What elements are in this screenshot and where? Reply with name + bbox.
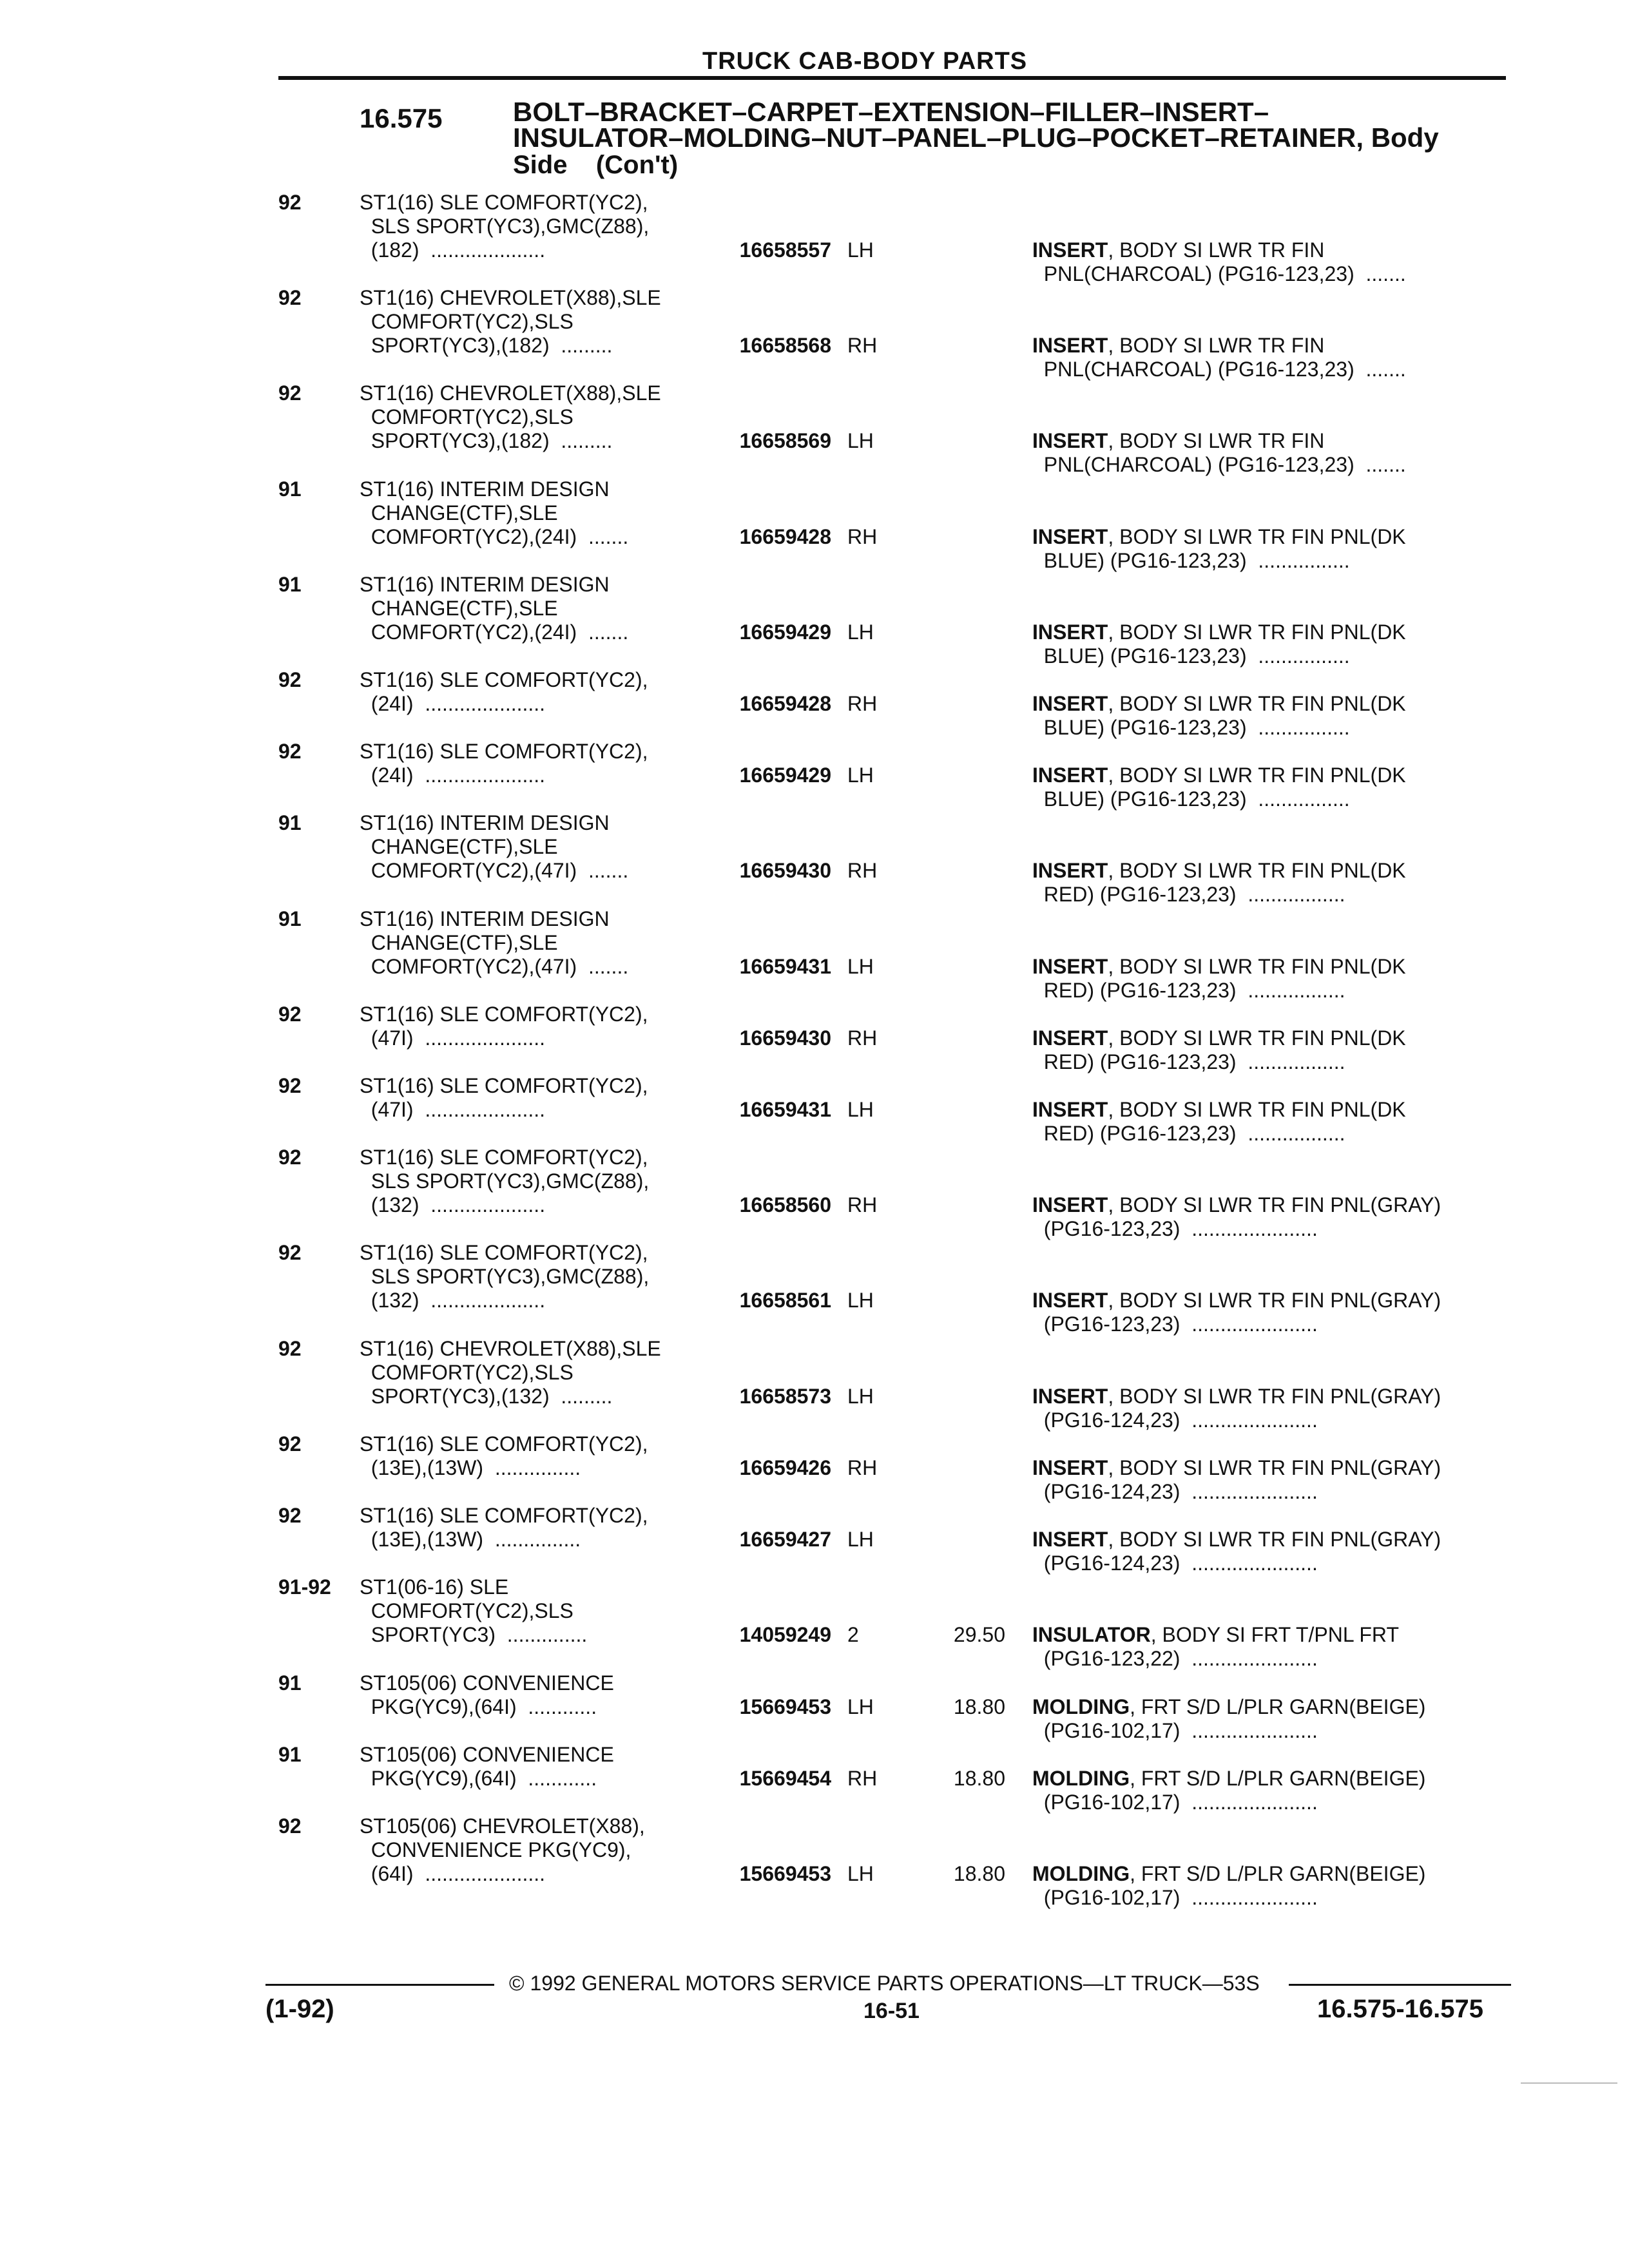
part-name-keyword: INSERT (1032, 1289, 1108, 1312)
part-number: 16658573 (739, 1385, 831, 1408)
part-number: 16659427 (739, 1528, 831, 1551)
part-name (1032, 955, 1406, 1003)
application-description: ST1(16) SLE COMFORT(YC2), (24I) ..................... (360, 668, 648, 715)
part-name-detail: , BODY SI LWR TR FIN PNL(CHARCOAL) (PG16-123,23) ....... (1043, 429, 1406, 476)
quantity-or-side: RH (847, 1193, 878, 1216)
footer-copyright: © 1992 GENERAL MOTORS SERVICE PARTS OPERATIONS—LT TRUCK—53S (509, 1972, 1260, 1995)
page-header-title: TRUCK CAB-BODY PARTS (702, 48, 1028, 75)
price: 29.50 (953, 1623, 1005, 1646)
quantity-or-side: RH (847, 1456, 878, 1479)
model-year: 92 (278, 191, 302, 214)
part-name-detail: , BODY SI LWR TR FIN PNL(DK BLUE) (PG16-123,23) ................ (1043, 764, 1406, 811)
quantity-or-side: LH (847, 1098, 874, 1121)
part-name (1032, 1456, 1441, 1504)
quantity-or-side: LH (847, 1289, 874, 1312)
part-number: 16658557 (739, 238, 831, 262)
quantity-or-side: LH (847, 429, 874, 452)
part-name-detail: , FRT S/D L/PLR GARN(BEIGE) (PG16-102,17) ...................... (1043, 1767, 1426, 1814)
part-name-detail: , BODY SI LWR TR FIN PNL(CHARCOAL) (PG16-123,23) ....... (1043, 238, 1406, 285)
model-year: 92 (278, 1241, 302, 1264)
quantity-or-side: RH (847, 525, 878, 548)
model-year: 92 (278, 1003, 302, 1026)
part-number: 16658568 (739, 334, 831, 357)
part-name (1032, 238, 1406, 286)
part-name-detail: , BODY SI LWR TR FIN PNL(DK RED) (PG16-123,23) ................. (1043, 1098, 1406, 1145)
quantity-or-side: RH (847, 692, 878, 715)
model-year: 91 (278, 1671, 302, 1695)
application-description: ST1(16) SLE COMFORT(YC2), SLS SPORT(YC3),GMC(Z88), (132) .................... (360, 1241, 650, 1312)
model-year: 92 (278, 1074, 302, 1097)
part-number: 16659428 (739, 525, 831, 548)
part-number: 16659426 (739, 1456, 831, 1479)
model-year: 91 (278, 477, 302, 501)
model-year: 91 (278, 1743, 302, 1766)
part-name-detail: , BODY SI LWR TR FIN PNL(DK RED) (PG16-123,23) ................. (1043, 1026, 1406, 1073)
part-name (1032, 1862, 1425, 1910)
part-number: 14059249 (739, 1623, 831, 1646)
application-description: ST1(06-16) SLE COMFORT(YC2),SLS SPORT(YC3) .............. (360, 1575, 588, 1646)
part-name (1032, 1193, 1441, 1241)
part-name-detail: , BODY SI LWR TR FIN PNL(DK BLUE) (PG16-123,23) ................ (1043, 525, 1406, 572)
quantity-or-side: RH (847, 1026, 878, 1050)
part-name-detail: , BODY SI LWR TR FIN PNL(DK BLUE) (PG16-123,23) ................ (1043, 620, 1406, 668)
application-description: ST1(16) INTERIM DESIGN CHANGE(CTF),SLE COMFORT(YC2),(47I) ....... (360, 811, 629, 882)
part-name (1032, 620, 1406, 668)
part-name-detail: , BODY SI LWR TR FIN PNL(DK RED) (PG16-123,23) ................. (1043, 859, 1406, 906)
application-description: ST1(16) SLE COMFORT(YC2), (13E),(13W) ............... (360, 1432, 648, 1479)
part-name (1032, 859, 1406, 907)
application-description: ST1(16) INTERIM DESIGN CHANGE(CTF),SLE COMFORT(YC2),(24I) ....... (360, 477, 629, 548)
section-number: 16.575 (360, 103, 443, 133)
model-year: 92 (278, 1337, 302, 1360)
part-name-keyword: INSERT (1032, 334, 1108, 357)
part-name-keyword: MOLDING (1032, 1695, 1130, 1718)
part-name-keyword: INSULATOR (1032, 1623, 1151, 1646)
application-description: ST1(16) CHEVROLET(X88),SLE COMFORT(YC2),SLS SPORT(YC3),(182) ......... (360, 286, 661, 357)
part-number: 15669454 (739, 1767, 831, 1790)
quantity-or-side: LH (847, 1528, 874, 1551)
part-name-detail: , BODY SI LWR TR FIN PNL(DK BLUE) (PG16-123,23) ................ (1043, 692, 1406, 739)
price: 18.80 (953, 1695, 1005, 1718)
part-name-keyword: INSERT (1032, 1026, 1108, 1050)
model-year: 91 (278, 811, 302, 834)
part-number: 16659431 (739, 955, 831, 978)
part-name-keyword: MOLDING (1032, 1767, 1130, 1790)
part-number: 16658561 (739, 1289, 831, 1312)
model-year: 91 (278, 573, 302, 596)
footer-rule-right (1289, 1984, 1511, 1986)
application-description: ST105(06) CHEVROLET(X88), CONVENIENCE PKG(YC9), (64I) ..................... (360, 1814, 645, 1885)
quantity-or-side: LH (847, 1862, 874, 1885)
application-description: ST1(16) CHEVROLET(X88),SLE COMFORT(YC2),SLS SPORT(YC3),(182) ......... (360, 381, 661, 452)
part-name (1032, 1098, 1406, 1146)
application-description: ST1(16) CHEVROLET(X88),SLE COMFORT(YC2),SLS SPORT(YC3),(132) ......... (360, 1337, 661, 1408)
model-year: 92 (278, 668, 302, 691)
quantity-or-side: LH (847, 620, 874, 644)
part-name (1032, 1767, 1425, 1814)
model-year: 92 (278, 740, 302, 763)
part-name-keyword: INSERT (1032, 764, 1108, 787)
price: 18.80 (953, 1862, 1005, 1885)
quantity-or-side: LH (847, 955, 874, 978)
application-description: ST1(16) INTERIM DESIGN CHANGE(CTF),SLE COMFORT(YC2),(47I) ....... (360, 907, 629, 978)
model-year: 92 (278, 1146, 302, 1169)
part-number: 16658560 (739, 1193, 831, 1216)
part-number: 16658569 (739, 429, 831, 452)
section-title: BOLT–BRACKET–CARPET–EXTENSION–FILLER–INSERT– INSULATOR–MOLDING–NUT–PANEL–PLUG–POCKET–RETAINER, Body (513, 97, 1439, 153)
application-description: ST105(06) CONVENIENCE PKG(YC9),(64I) ............ (360, 1671, 614, 1718)
section-continued: Side (Con't) (513, 151, 679, 179)
application-description: ST1(16) SLE COMFORT(YC2), (47I) ..................... (360, 1074, 648, 1121)
footer-rule-left (265, 1984, 494, 1986)
part-name-keyword: INSERT (1032, 1193, 1108, 1216)
part-name-keyword: INSERT (1032, 429, 1108, 452)
part-name (1032, 764, 1406, 811)
model-year: 91 (278, 907, 302, 930)
application-description: ST105(06) CONVENIENCE PKG(YC9),(64I) ............ (360, 1743, 614, 1790)
model-year: 92 (278, 286, 302, 309)
part-name-keyword: INSERT (1032, 1456, 1108, 1479)
application-description: ST1(16) SLE COMFORT(YC2), (24I) ..................... (360, 740, 648, 787)
part-name-detail: , BODY SI LWR TR FIN PNL(GRAY) (PG16-124,23) ...................... (1043, 1528, 1441, 1575)
part-name-detail: , BODY SI LWR TR FIN PNL(GRAY) (PG16-123,23) ...................... (1043, 1193, 1441, 1240)
footer-date: (1-92) (265, 1995, 334, 2023)
part-number: 16659431 (739, 1098, 831, 1121)
part-name-detail: , BODY SI LWR TR FIN PNL(DK RED) (PG16-123,23) ................. (1043, 955, 1406, 1002)
part-name-keyword: INSERT (1032, 1385, 1108, 1408)
part-name (1032, 334, 1406, 381)
part-name-detail: , BODY SI LWR TR FIN PNL(GRAY) (PG16-123,23) ...................... (1043, 1289, 1441, 1336)
application-description: ST1(16) INTERIM DESIGN CHANGE(CTF),SLE COMFORT(YC2),(24I) ....... (360, 573, 629, 644)
part-name (1032, 1026, 1406, 1074)
part-name (1032, 1695, 1425, 1743)
quantity-or-side: LH (847, 238, 874, 262)
model-year: 92 (278, 1814, 302, 1838)
part-name-keyword: INSERT (1032, 859, 1108, 882)
part-name-detail: , BODY SI FRT T/PNL FRT (PG16-123,22) ...................... (1043, 1623, 1399, 1670)
scan-edge-mark (1521, 2082, 1617, 2084)
application-description: ST1(16) SLE COMFORT(YC2), (13E),(13W) ............... (360, 1504, 648, 1551)
price: 18.80 (953, 1767, 1005, 1790)
part-name-keyword: INSERT (1032, 1528, 1108, 1551)
part-number: 16659429 (739, 620, 831, 644)
part-name-detail: , BODY SI LWR TR FIN PNL(GRAY) (PG16-124,23) ...................... (1043, 1385, 1441, 1432)
model-year: 92 (278, 1432, 302, 1456)
part-number: 16659430 (739, 1026, 831, 1050)
part-name (1032, 1528, 1441, 1575)
part-name-keyword: INSERT (1032, 620, 1108, 644)
part-name-keyword: MOLDING (1032, 1862, 1130, 1885)
part-name (1032, 525, 1406, 573)
part-number: 16659428 (739, 692, 831, 715)
footer-page-number: 16-51 (863, 1999, 920, 2023)
quantity-or-side: 2 (847, 1623, 859, 1646)
model-year: 91-92 (278, 1575, 331, 1599)
part-name-keyword: INSERT (1032, 955, 1108, 978)
part-name-keyword: INSERT (1032, 238, 1108, 262)
application-description: ST1(16) SLE COMFORT(YC2), (47I) ..................... (360, 1003, 648, 1050)
part-name (1032, 1289, 1441, 1336)
part-number: 16659429 (739, 764, 831, 787)
quantity-or-side: LH (847, 764, 874, 787)
part-name-keyword: INSERT (1032, 1098, 1108, 1121)
part-name-detail: , FRT S/D L/PLR GARN(BEIGE) (PG16-102,17) ...................... (1043, 1862, 1426, 1909)
application-description: ST1(16) SLE COMFORT(YC2), SLS SPORT(YC3),GMC(Z88), (132) .................... (360, 1146, 650, 1216)
part-name-detail: , BODY SI LWR TR FIN PNL(GRAY) (PG16-124,23) ...................... (1043, 1456, 1441, 1503)
part-name-detail: , BODY SI LWR TR FIN PNL(CHARCOAL) (PG16-123,23) ....... (1043, 334, 1406, 381)
part-name-keyword: INSERT (1032, 692, 1108, 715)
header-rule (278, 76, 1506, 80)
part-number: 16659430 (739, 859, 831, 882)
part-number: 15669453 (739, 1862, 831, 1885)
model-year: 92 (278, 381, 302, 405)
quantity-or-side: RH (847, 1767, 878, 1790)
quantity-or-side: LH (847, 1695, 874, 1718)
quantity-or-side: RH (847, 859, 878, 882)
application-description: ST1(16) SLE COMFORT(YC2), SLS SPORT(YC3),GMC(Z88), (182) .................... (360, 191, 650, 262)
part-name (1032, 429, 1406, 477)
footer-section-range: 16.575-16.575 (1317, 1995, 1484, 2023)
part-name (1032, 692, 1406, 740)
part-number: 15669453 (739, 1695, 831, 1718)
quantity-or-side: RH (847, 334, 878, 357)
part-name-detail: , FRT S/D L/PLR GARN(BEIGE) (PG16-102,17) ...................... (1043, 1695, 1426, 1742)
part-name (1032, 1623, 1399, 1671)
quantity-or-side: LH (847, 1385, 874, 1408)
part-name (1032, 1385, 1441, 1432)
model-year: 92 (278, 1504, 302, 1527)
part-name-keyword: INSERT (1032, 525, 1108, 548)
